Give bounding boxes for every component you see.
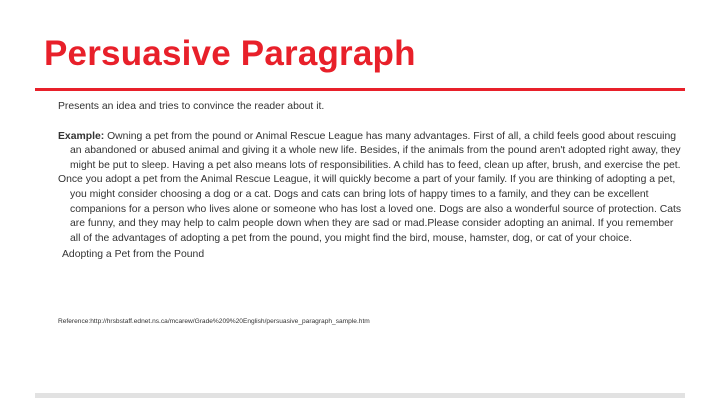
second-paragraph: Once you adopt a pet from the Animal Rescue League, it will quickly become a part of your family. If you are thinking of adopting a pet, you might consider choosing a dog or a cat. Dogs and cats can bring lots of happy times to a family, and they can be excellent companions for a person who lives alone or someone who has lost a loved one. Dogs are also a wonderful source of protection. Cats are funny, and they may help to calm people down when they are sad or mad.Please consider adopting an animal. If you remember all of the advantages of adopting a pet from the pound, you might find the bird, mouse, hamster, dog, or cat of your choice. — [58, 174, 682, 244]
slide-title: Persuasive Paragraph — [44, 34, 416, 73]
footer-bar — [35, 393, 685, 398]
slide-body — [58, 100, 683, 263]
example-label: Example: — [58, 130, 105, 142]
closing-title: Adopting a Pet from the Pound — [62, 249, 205, 261]
example-text: Owning a pet from the pound or Animal Rescue League has many advantages. First of all, a child feels good about rescuing an abandoned or abused animal and giving it a whole new life. Besides, if the animals from the pound aren't adopted right away, they might be put to sleep. Having a pet also means lots of responsibilities. A child has to feed, clean up after, brush, and exercise the pet. — [70, 130, 681, 171]
example-paragraph — [58, 130, 683, 174]
intro-text: Presents an idea and tries to convince the reader about it. — [58, 101, 325, 112]
title-divider — [35, 88, 685, 91]
reference-link[interactable]: Reference:http://hrsbstaff.ednet.ns.ca/mcarew/Grade%209%20English/persuasive_paragraph_sample.htm — [58, 318, 370, 325]
